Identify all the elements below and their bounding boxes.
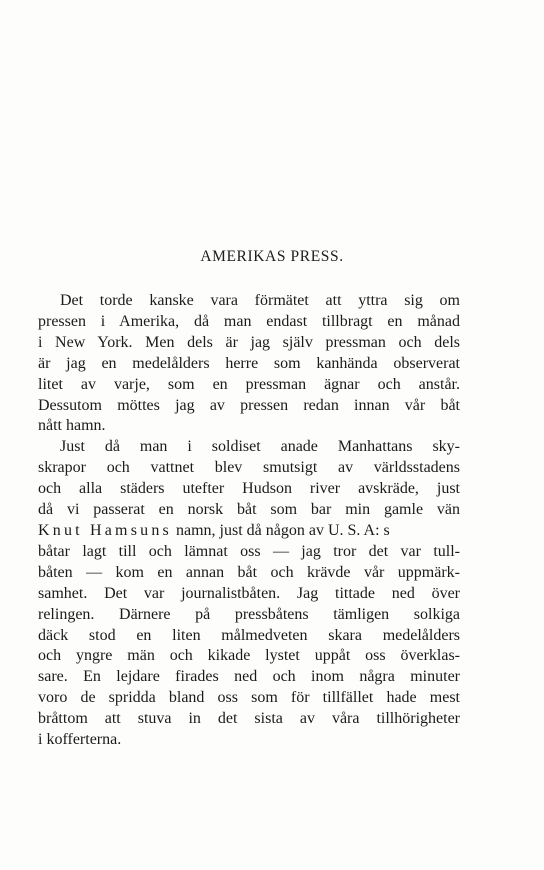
text-line: skrapor och vattnet blev smutsigt av världsstadens	[38, 459, 460, 477]
text-line: voro de spridda bland oss som för tillfället hade mest	[38, 689, 460, 707]
spaced-name: Knut Hamsuns	[38, 521, 172, 539]
text-line: bråttom att stuva in det sista av våra tillhörigheter	[38, 710, 460, 728]
chapter-body	[38, 291, 460, 751]
text-line: och alla städers utefter Hudson river avskräde, just	[38, 480, 460, 498]
text-line: i kofferterna.	[38, 731, 122, 749]
text-line: i New York. Men dels är jag själv pressman och dels	[38, 333, 460, 351]
text-line: och yngre män och kikade lystet uppåt oss överklas-	[38, 647, 460, 665]
text-line: nått hamn.	[38, 417, 106, 435]
text-line: litet av varje, som en pressman ägnar och anstår.	[38, 375, 460, 393]
text-line: då vi passerat en norsk båt som bar min gamle vän	[38, 501, 460, 519]
text-line-rest: namn, just då någon av U. S. A: s	[171, 521, 390, 539]
text-line: Just då man i soldiset anade Manhattans sky-	[60, 438, 460, 456]
text-line: sare. En lejdare firades ned och inom några minuter	[38, 668, 460, 686]
text-line: däck stod en liten målmedveten skara medelålders	[38, 626, 460, 644]
text-line: båten — kom en annan båt och krävde vår uppmärk-	[38, 563, 460, 581]
text-line: är jag en medelålders herre som kanhända observerat	[38, 354, 460, 372]
text-line: Dessutom möttes jag av pressen redan innan vår båt	[38, 396, 460, 414]
text-line: pressen i Amerika, då man endast tillbragt en månad	[38, 312, 460, 330]
text-line: relingen. Därnere på pressbåtens tämligen solkiga	[38, 605, 460, 623]
text-line: båtar lagt till och lämnat oss — jag tror det var tull-	[38, 542, 460, 560]
text-line: Det torde kanske vara förmätet att yttra sig om	[60, 292, 460, 309]
text-line-with-spaced-name	[38, 521, 460, 542]
text-line: samhet. Det var journalistbåten. Jag tittade ned över	[38, 584, 460, 602]
chapter-title: AMERIKAS PRESS.	[200, 248, 344, 265]
